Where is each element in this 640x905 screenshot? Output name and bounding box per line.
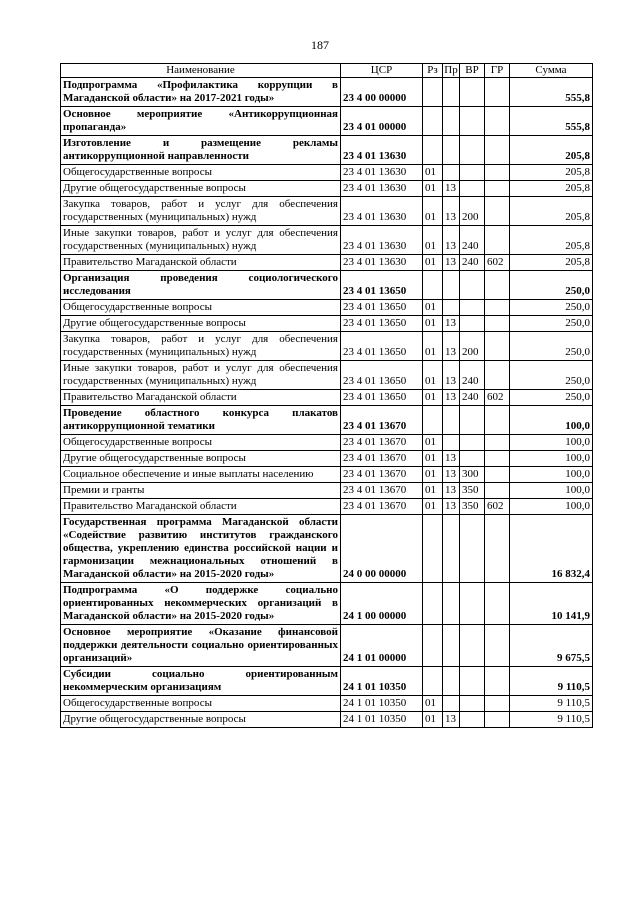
cell-vr: 240 <box>460 226 485 255</box>
cell-sum: 555,8 <box>510 78 593 107</box>
cell-sum: 205,8 <box>510 197 593 226</box>
table-row <box>61 696 593 712</box>
cell-vr: 350 <box>460 483 485 499</box>
table-row <box>61 451 593 467</box>
table-row <box>61 197 593 226</box>
table-header-row <box>61 64 593 78</box>
cell-name: Правительство Магаданской области <box>61 390 341 406</box>
cell-vr: 240 <box>460 255 485 271</box>
cell-rz: 01 <box>423 467 443 483</box>
cell-sum: 100,0 <box>510 483 593 499</box>
cell-pr <box>443 583 460 625</box>
cell-name: Организация проведения социологического исследования <box>61 271 341 300</box>
cell-vr <box>460 712 485 728</box>
cell-pr: 13 <box>443 390 460 406</box>
cell-sum: 250,0 <box>510 300 593 316</box>
table-row <box>61 271 593 300</box>
cell-rz: 01 <box>423 316 443 332</box>
cell-vr <box>460 271 485 300</box>
cell-pr <box>443 300 460 316</box>
cell-name: Правительство Магаданской области <box>61 255 341 271</box>
cell-gr <box>485 316 510 332</box>
table-row <box>61 583 593 625</box>
cell-gr <box>485 515 510 583</box>
cell-pr <box>443 667 460 696</box>
cell-pr <box>443 107 460 136</box>
cell-gr: 602 <box>485 255 510 271</box>
cell-vr: 240 <box>460 390 485 406</box>
cell-sum: 250,0 <box>510 316 593 332</box>
cell-vr: 240 <box>460 361 485 390</box>
table-row <box>61 625 593 667</box>
cell-gr <box>485 406 510 435</box>
cell-csr: 23 4 00 00000 <box>341 78 423 107</box>
cell-vr <box>460 515 485 583</box>
cell-sum: 205,8 <box>510 255 593 271</box>
cell-vr: 350 <box>460 499 485 515</box>
table-row <box>61 435 593 451</box>
cell-name: Государственная программа Магаданской области «Содействие развитию институтов гражданского общества, укреплению единства российской нации и гармонизации межнациональных отношений в Магаданской области» на 2015-2020 годы» <box>61 515 341 583</box>
cell-sum: 205,8 <box>510 181 593 197</box>
cell-name: Иные закупки товаров, работ и услуг для обеспечения государственных (муниципальных) нужд <box>61 361 341 390</box>
cell-rz <box>423 271 443 300</box>
cell-pr <box>443 515 460 583</box>
cell-name: Основное мероприятие «Оказание финансовой поддержки деятельности социально ориентированных организаций» <box>61 625 341 667</box>
cell-pr: 13 <box>443 467 460 483</box>
cell-pr: 13 <box>443 255 460 271</box>
table-row <box>61 667 593 696</box>
cell-pr: 13 <box>443 316 460 332</box>
cell-rz <box>423 406 443 435</box>
cell-vr <box>460 451 485 467</box>
cell-vr <box>460 667 485 696</box>
cell-gr <box>485 667 510 696</box>
cell-name: Другие общегосударственные вопросы <box>61 316 341 332</box>
cell-rz: 01 <box>423 435 443 451</box>
header-rz: Рз <box>423 64 443 78</box>
cell-csr: 23 4 01 13670 <box>341 483 423 499</box>
cell-sum: 205,8 <box>510 136 593 165</box>
cell-pr: 13 <box>443 226 460 255</box>
cell-name: Иные закупки товаров, работ и услуг для обеспечения государственных (муниципальных) нужд <box>61 226 341 255</box>
cell-sum: 205,8 <box>510 226 593 255</box>
cell-sum: 100,0 <box>510 435 593 451</box>
cell-name: Премии и гранты <box>61 483 341 499</box>
cell-gr <box>485 435 510 451</box>
cell-name: Правительство Магаданской области <box>61 499 341 515</box>
table-row <box>61 136 593 165</box>
cell-name: Общегосударственные вопросы <box>61 435 341 451</box>
cell-pr: 13 <box>443 712 460 728</box>
cell-gr <box>485 696 510 712</box>
cell-pr <box>443 435 460 451</box>
cell-csr: 24 1 00 00000 <box>341 583 423 625</box>
header-vr: ВР <box>460 64 485 78</box>
cell-pr <box>443 625 460 667</box>
cell-csr: 24 1 01 10350 <box>341 696 423 712</box>
cell-name: Общегосударственные вопросы <box>61 696 341 712</box>
cell-gr <box>485 271 510 300</box>
table-row <box>61 483 593 499</box>
cell-rz <box>423 515 443 583</box>
cell-vr <box>460 696 485 712</box>
budget-table <box>60 63 593 728</box>
table-row <box>61 332 593 361</box>
cell-rz <box>423 136 443 165</box>
cell-csr: 23 4 01 13650 <box>341 300 423 316</box>
cell-csr: 23 4 01 13630 <box>341 181 423 197</box>
cell-csr: 23 4 01 13630 <box>341 136 423 165</box>
cell-pr: 13 <box>443 197 460 226</box>
cell-csr: 23 4 01 13630 <box>341 255 423 271</box>
cell-rz <box>423 583 443 625</box>
header-gr: ГР <box>485 64 510 78</box>
cell-gr <box>485 483 510 499</box>
cell-vr: 300 <box>460 467 485 483</box>
cell-gr <box>485 625 510 667</box>
cell-pr: 13 <box>443 181 460 197</box>
table-row <box>61 255 593 271</box>
cell-sum: 555,8 <box>510 107 593 136</box>
cell-name: Общегосударственные вопросы <box>61 300 341 316</box>
cell-sum: 100,0 <box>510 451 593 467</box>
cell-vr <box>460 107 485 136</box>
cell-rz: 01 <box>423 181 443 197</box>
cell-sum: 9 110,5 <box>510 712 593 728</box>
table-row <box>61 467 593 483</box>
cell-csr: 24 1 01 10350 <box>341 667 423 696</box>
cell-csr: 23 4 01 13650 <box>341 316 423 332</box>
cell-gr <box>485 197 510 226</box>
cell-csr: 23 4 01 13630 <box>341 197 423 226</box>
table-row <box>61 181 593 197</box>
cell-csr: 23 4 01 13670 <box>341 435 423 451</box>
cell-rz <box>423 78 443 107</box>
cell-vr: 200 <box>460 332 485 361</box>
cell-vr <box>460 78 485 107</box>
cell-gr <box>485 712 510 728</box>
cell-name: Субсидии социально ориентированным некоммерческим организациям <box>61 667 341 696</box>
cell-pr <box>443 165 460 181</box>
cell-csr: 23 4 01 13650 <box>341 361 423 390</box>
cell-sum: 250,0 <box>510 361 593 390</box>
cell-rz <box>423 107 443 136</box>
cell-gr <box>485 300 510 316</box>
cell-name: Другие общегосударственные вопросы <box>61 181 341 197</box>
cell-csr: 23 4 01 13670 <box>341 499 423 515</box>
cell-rz: 01 <box>423 300 443 316</box>
cell-sum: 9 110,5 <box>510 696 593 712</box>
cell-csr: 23 4 01 13630 <box>341 226 423 255</box>
cell-csr: 23 4 01 00000 <box>341 107 423 136</box>
header-name: Наименование <box>61 64 341 78</box>
cell-rz: 01 <box>423 390 443 406</box>
cell-vr <box>460 406 485 435</box>
cell-csr: 23 4 01 13630 <box>341 165 423 181</box>
cell-sum: 250,0 <box>510 390 593 406</box>
cell-gr <box>485 78 510 107</box>
cell-name: Закупка товаров, работ и услуг для обеспечения государственных (муниципальных) нужд <box>61 332 341 361</box>
cell-gr <box>485 181 510 197</box>
cell-pr: 13 <box>443 499 460 515</box>
cell-vr <box>460 181 485 197</box>
cell-vr <box>460 625 485 667</box>
cell-gr <box>485 467 510 483</box>
cell-gr <box>485 451 510 467</box>
cell-rz: 01 <box>423 197 443 226</box>
cell-pr: 13 <box>443 332 460 361</box>
cell-sum: 10 141,9 <box>510 583 593 625</box>
cell-vr <box>460 136 485 165</box>
cell-csr: 23 4 01 13650 <box>341 271 423 300</box>
cell-rz: 01 <box>423 451 443 467</box>
table-row <box>61 300 593 316</box>
cell-rz <box>423 625 443 667</box>
cell-csr: 23 4 01 13670 <box>341 406 423 435</box>
cell-pr <box>443 136 460 165</box>
table-row <box>61 499 593 515</box>
cell-rz: 01 <box>423 361 443 390</box>
cell-pr <box>443 271 460 300</box>
table-row <box>61 165 593 181</box>
cell-name: Общегосударственные вопросы <box>61 165 341 181</box>
cell-gr <box>485 165 510 181</box>
cell-rz: 01 <box>423 165 443 181</box>
cell-gr <box>485 361 510 390</box>
cell-rz: 01 <box>423 226 443 255</box>
cell-gr <box>485 136 510 165</box>
header-sum: Сумма <box>510 64 593 78</box>
cell-pr: 13 <box>443 483 460 499</box>
cell-gr <box>485 583 510 625</box>
table-row <box>61 226 593 255</box>
cell-sum: 9 675,5 <box>510 625 593 667</box>
cell-pr: 13 <box>443 361 460 390</box>
cell-sum: 250,0 <box>510 332 593 361</box>
cell-name: Подпрограмма «Профилактика коррупции в Магаданской области» на 2017-2021 годы» <box>61 78 341 107</box>
cell-csr: 23 4 01 13650 <box>341 390 423 406</box>
cell-gr <box>485 332 510 361</box>
header-csr: ЦСР <box>341 64 423 78</box>
cell-name: Изготовление и размещение рекламы антикоррупционной направленности <box>61 136 341 165</box>
cell-vr <box>460 300 485 316</box>
cell-sum: 205,8 <box>510 165 593 181</box>
cell-csr: 23 4 01 13670 <box>341 451 423 467</box>
cell-csr: 23 4 01 13650 <box>341 332 423 361</box>
cell-vr <box>460 316 485 332</box>
cell-pr <box>443 78 460 107</box>
cell-rz: 01 <box>423 499 443 515</box>
table-row <box>61 515 593 583</box>
cell-rz <box>423 667 443 696</box>
page-number: 187 <box>311 38 329 52</box>
cell-pr <box>443 406 460 435</box>
table-row <box>61 316 593 332</box>
table-row <box>61 107 593 136</box>
cell-rz: 01 <box>423 332 443 361</box>
cell-sum: 100,0 <box>510 467 593 483</box>
cell-sum: 16 832,4 <box>510 515 593 583</box>
table-row <box>61 390 593 406</box>
cell-name: Проведение областного конкурса плакатов антикоррупционной тематики <box>61 406 341 435</box>
cell-sum: 100,0 <box>510 499 593 515</box>
cell-csr: 24 0 00 00000 <box>341 515 423 583</box>
cell-vr <box>460 435 485 451</box>
cell-sum: 9 110,5 <box>510 667 593 696</box>
cell-csr: 24 1 01 00000 <box>341 625 423 667</box>
cell-rz: 01 <box>423 483 443 499</box>
cell-sum: 250,0 <box>510 271 593 300</box>
header-pr: Пр <box>444 64 458 76</box>
cell-name: Подпрограмма «О поддержке социально ориентированных некоммерческих организаций в Магаданской области» на 2015-2020 годы» <box>61 583 341 625</box>
cell-vr <box>460 165 485 181</box>
cell-gr: 602 <box>485 499 510 515</box>
cell-name: Закупка товаров, работ и услуг для обеспечения государственных (муниципальных) нужд <box>61 197 341 226</box>
cell-gr <box>485 107 510 136</box>
table-row <box>61 712 593 728</box>
table-row <box>61 406 593 435</box>
cell-rz: 01 <box>423 255 443 271</box>
cell-csr: 23 4 01 13670 <box>341 467 423 483</box>
cell-sum: 100,0 <box>510 406 593 435</box>
cell-name: Социальное обеспечение и иные выплаты населению <box>61 467 341 483</box>
table-row <box>61 361 593 390</box>
cell-csr: 24 1 01 10350 <box>341 712 423 728</box>
cell-name: Другие общегосударственные вопросы <box>61 451 341 467</box>
cell-gr <box>485 226 510 255</box>
cell-name: Другие общегосударственные вопросы <box>61 712 341 728</box>
table-row <box>61 78 593 107</box>
cell-pr <box>443 696 460 712</box>
cell-pr: 13 <box>443 451 460 467</box>
cell-name: Основное мероприятие «Антикоррупционная пропаганда» <box>61 107 341 136</box>
cell-vr: 200 <box>460 197 485 226</box>
cell-rz: 01 <box>423 696 443 712</box>
cell-vr <box>460 583 485 625</box>
cell-gr: 602 <box>485 390 510 406</box>
cell-rz: 01 <box>423 712 443 728</box>
